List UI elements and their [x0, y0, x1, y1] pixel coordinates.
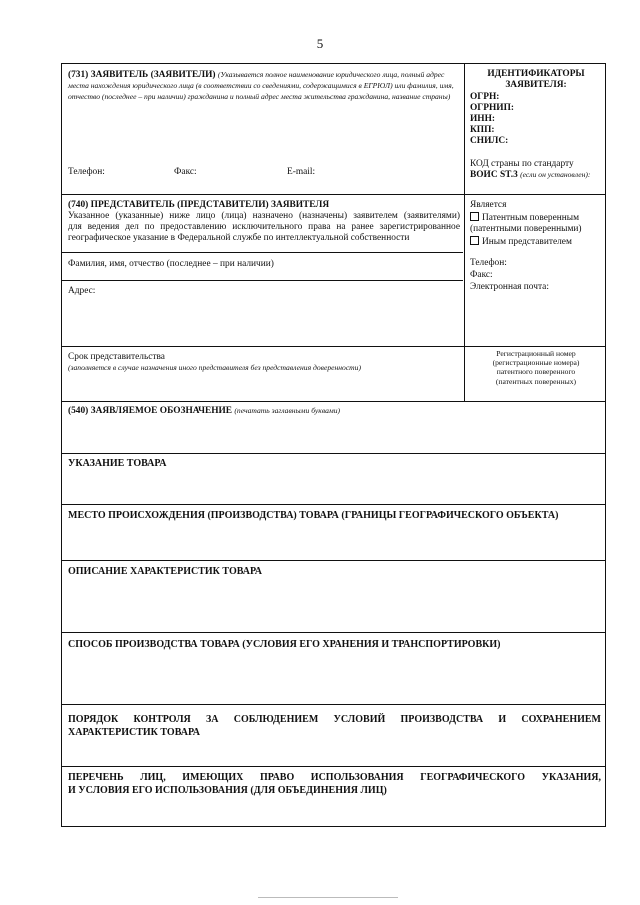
representative-option-patent[interactable]	[470, 212, 579, 224]
origin-section-title[interactable]: МЕСТО ПРОИСХОЖДЕНИЯ (ПРОИЗВОДСТВА) ТОВАРА (ГРАНИЦЫ ГЕОГРАФИЧЕСКОГО ОБЪЕКТА)	[68, 510, 559, 521]
representative-line1: Указанное (указанные) ниже лицо (лица) назначено (назначены) заявителем (заявителями)	[68, 211, 460, 221]
identifiers-country-code-line2: ВОИС ST.3	[470, 170, 518, 180]
applicant-phone-label: Телефон:	[68, 167, 105, 177]
column-divider-representative	[464, 194, 465, 402]
representative-line2: для ведения дел по предоставлению исключительного права на ранее зарегистрированное	[68, 222, 460, 232]
identifiers-title	[466, 69, 606, 91]
identifiers-ogrnip: ОГРНИП:	[470, 103, 514, 113]
identifiers-kpp: КПП:	[470, 125, 495, 135]
representative-fio-label: Фамилия, имя, отчество (последнее – при наличии)	[68, 259, 274, 269]
row-divider-fio	[62, 252, 463, 253]
row-divider-applicant	[62, 194, 605, 195]
identifiers-ogrn: ОГРН:	[470, 92, 500, 102]
users-section-title-line1[interactable]: ПЕРЕЧЕНЬ ЛИЦ, ИМЕЮЩИХ ПРАВО ИСПОЛЬЗОВАНИЯ ГЕОГРАФИЧЕСКОГО УКАЗАНИЯ,	[68, 772, 601, 783]
row-divider-address	[62, 280, 463, 281]
row-divider-characteristics	[62, 560, 605, 561]
representative-option-other[interactable]	[470, 236, 572, 248]
identifiers-country-code	[470, 170, 606, 181]
applicant-note: (Указывается полное наименование юридического лица, полный адрес места нахождения юридического лица (в соответствии со сведениями, содержащимися в ЕГРЮЛ) или фамилия, имя, отчество (последнее – при наличии) гражданина и полный адрес места жительства гражданина, название страны)	[68, 70, 454, 101]
characteristics-section-title[interactable]: ОПИСАНИЕ ХАРАКТЕРИСТИК ТОВАРА	[68, 566, 263, 577]
identifiers-snils: СНИЛС:	[470, 136, 509, 146]
registration-number-line4: (патентных поверенных)	[495, 376, 577, 386]
identifiers-country-code-line1: КОД страны по стандарту	[470, 159, 574, 169]
page-number: 5	[316, 36, 324, 51]
scan-edge-mark	[258, 897, 398, 898]
designation-section[interactable]	[68, 406, 340, 417]
applicant-section[interactable]	[68, 70, 460, 103]
designation-title: (540) ЗАЯВЛЯЕМОЕ ОБОЗНАЧЕНИЕ	[68, 406, 233, 416]
patent-attorney-checkbox[interactable]	[470, 212, 479, 221]
representative-line3: географическое указание в Федеральной службе по интеллектуальной собственности	[68, 233, 410, 243]
production-section-title[interactable]: СПОСОБ ПРОИЗВОДСТВА ТОВАРА (УСЛОВИЯ ЕГО ХРАНЕНИЯ И ТРАНСПОРТИРОВКИ)	[68, 639, 501, 650]
row-divider-goods	[62, 453, 605, 454]
representative-address-label: Адрес:	[68, 286, 96, 296]
row-divider-users	[62, 766, 605, 767]
representative-fax-label: Факс:	[470, 270, 493, 280]
representative-email-label: Электронная почта:	[470, 282, 549, 292]
patent-attorney-label: Патентным поверенным	[482, 213, 580, 223]
registration-number-line2: (регистрационные номера)	[492, 358, 580, 368]
row-divider-designation	[62, 401, 605, 402]
registration-number-line1: Регистрационный номер	[496, 349, 576, 358]
applicant-title: (731) ЗАЯВИТЕЛЬ (ЗАЯВИТЕЛИ)	[68, 70, 216, 80]
applicant-email-label: E-mail:	[287, 167, 316, 177]
representative-option-patent-line2: (патентными поверенными)	[470, 224, 582, 234]
column-divider-top	[464, 64, 465, 195]
control-section-title-line1[interactable]: ПОРЯДОК КОНТРОЛЯ ЗА СОБЛЮДЕНИЕМ УСЛОВИЙ ПРОИЗВОДСТВА И СОХРАНЕНИЕМ	[68, 714, 601, 725]
registration-number-line3: патентного поверенного	[496, 367, 576, 377]
registration-number-block	[466, 349, 606, 386]
other-representative-label: Иным представителем	[482, 237, 572, 247]
applicant-fax-label: Факс:	[174, 167, 197, 177]
users-section-title-line2: И УСЛОВИЯ ЕГО ИСПОЛЬЗОВАНИЯ (ДЛЯ ОБЪЕДИНЕНИЯ ЛИЦ)	[68, 785, 387, 796]
row-divider-origin	[62, 504, 605, 505]
other-representative-checkbox[interactable]	[470, 236, 479, 245]
representative-is-label: Является	[470, 200, 507, 210]
designation-note: (печатать заглавными буквами)	[234, 406, 341, 415]
identifiers-inn: ИНН:	[470, 114, 495, 124]
control-section-title-line2: ХАРАКТЕРИСТИК ТОВАРА	[68, 727, 201, 738]
row-divider-production	[62, 632, 605, 633]
row-divider-term	[62, 346, 605, 347]
representative-title: (740) ПРЕДСТАВИТЕЛЬ (ПРЕДСТАВИТЕЛИ) ЗАЯВИТЕЛЯ	[68, 200, 330, 210]
identifiers-title-line1: ИДЕНТИФИКАТОРЫ	[487, 69, 585, 79]
representative-term-label: Срок представительства	[68, 352, 165, 362]
application-form	[61, 63, 606, 827]
representative-phone-label: Телефон:	[470, 258, 507, 268]
identifiers-title-line2: ЗАЯВИТЕЛЯ:	[505, 80, 567, 90]
identifiers-country-code-note: (если он установлен):	[520, 170, 591, 179]
goods-section-title[interactable]: УКАЗАНИЕ ТОВАРА	[68, 458, 167, 469]
row-divider-control	[62, 704, 605, 705]
representative-term-note: (заполняется в случае назначения иного представителя без представления доверенности)	[68, 363, 361, 372]
